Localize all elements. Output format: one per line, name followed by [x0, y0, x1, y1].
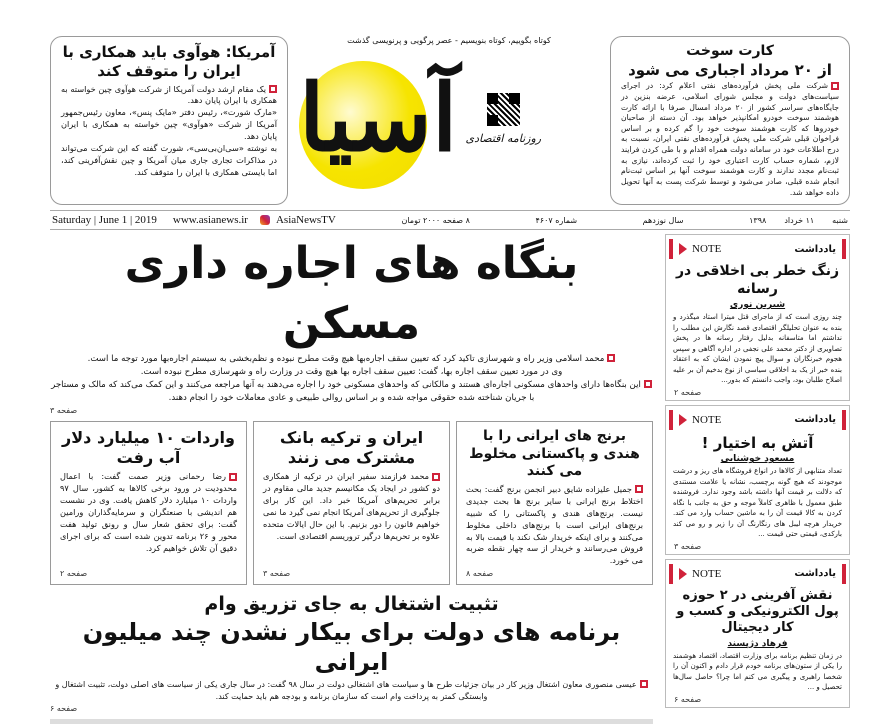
note-title: زنگ خطر بی اخلاقی در رسانه [675, 263, 840, 297]
lead-para: این بنگاه‌ها دارای واحدهای مسکونی اجاره‌ای هستند و مالکانی که واحدهای مسکونی خود را اجاره می‌دهند به آنها مراجعه می‌کنند و این کمک می‌کند که مالک و مستاجر با جریان شناخته شده حقوقی مواجه شده و بر اساس روالی طبیعی و عادی معاملات خود را انجام دهند. [51, 379, 641, 403]
note-2 [665, 405, 850, 555]
left-box-para: «مارک شورت»، رئیس دفتر «مایک پنس»، معاون رئیس‌جمهور آمریکا از شرکت «هوآوی» چین خواسته به همکاری با ایران پایان دهد. [61, 107, 277, 142]
note-page-ref: صفحه ۳ [674, 541, 702, 551]
note-label-en: NOTE [692, 567, 722, 580]
website-link[interactable]: www.asianews.ir [172, 214, 248, 227]
issue-number: شماره ۴۶۰۷ [535, 215, 578, 225]
story-imports [50, 421, 247, 585]
note-1 [665, 234, 850, 401]
main-page-ref: صفحه ۳ [50, 406, 78, 416]
left-box-para: یک مقام ارشد دولت آمریکا از شرکت هوآوی چین خواسته به همکاری با ایران پایان دهد. [61, 83, 277, 106]
footer-rule [50, 719, 653, 724]
year-label: سال نوزدهم [642, 215, 684, 225]
english-date: Saturday | June 1 | 2019 [52, 214, 157, 227]
instagram-handle[interactable]: AsiaNewsTV [275, 214, 336, 227]
note-label-fa: یادداشت [794, 568, 836, 580]
story-title: واردات ۱۰ میلیارد دلار آب رفت [62, 428, 235, 468]
bullet-icon [269, 85, 277, 93]
left-box-title: آمریکا: هوآوی باید همکاری با ایران را متوقف کند [62, 43, 276, 80]
front-page [50, 0, 850, 728]
note-author: شیرین نوری [729, 300, 786, 311]
persian-date: ۱۱ خرداد [784, 215, 815, 225]
note-text: تعداد متنابهی از کالاها در انواع فروشگاه های ریز و درشت موجودند که هیچ گونه برچسب، نشانه یا علامت مستندی که دلالت بر قیمت آنها داشته باشد وجود ندارد. فروشنده طبق معمول با ظاهری کاملاً موجه و حق به جانب با نگاه کردن به کالا قیمت آن را به ماشین حساب وارد می کند. خریدار هرچه لیبل های رنگارنگ آن را زیر و رو می کند بارکدی، قیمتی حتی قیمت ... [673, 467, 842, 539]
story-page-ref: صفحه ۲ [60, 569, 88, 579]
story-text: محمد فرازمند سفیر ایران در ترکیه از همکاری دو کشور در ایجاد یک مکانیسم جدید مالی مقاوم در برابر تحریم‌های آمریکا خبر داد. این کار برای جلوگیری از تحریم‌های آمریکا انجام نمی گیرد ما نمی خواهیم قانون را دور بزنیم. با این حال ایالات متحده علاوه بر تحریم‌ها درگیر تروریسم اقتصادی است. [263, 471, 440, 541]
note-page-ref: صفحه ۶ [674, 694, 702, 704]
story-page-ref: صفحه ۳ [263, 569, 291, 579]
weekday: شنبه [832, 215, 848, 225]
note-page-ref: صفحه ۲ [674, 387, 702, 397]
story-title: برنج های ایرانی را با هندی و پاکستانی مخلوط می کنند [469, 428, 640, 480]
story-cards [50, 421, 653, 585]
right-box-text: شرکت ملی پخش فرآورده‌های نفتی اعلام کرد: در اجرای سیاست‌های دولت و مجلس شورای اسلامی، عرضه بنزین در جایگاه‌های سراسر کشور از ۲۰ مرداد امسال صرفا با ارائه کارت هوشمند سوخت خودرو امکانپذیر خواهد بود. آن دسته از صاحبان خودروها که کارت هوشمند سوخت خود را گم کرده و بر اساس فراخوان قبلی شرکت ملی پخش فرآورده‌های نفتی ایران، نسبت به درج اطلاعات خود در سامانه دولت همراه اقدام و با طی کردن فرایند لازم، شماره حساب کارت اعتباری خود را ثبت کرده‌اند، نیازی به ثبت‌نام مجدد ندارند و کارت هوشمند سوخت آنها بر اساس ثبت‌نام انجام شده قبلی، صادر می‌شود و توسط شرکت پست به آنها تحویل داده خواهد شد. [621, 81, 839, 197]
masthead-row [50, 36, 850, 205]
bullet-icon [635, 485, 643, 493]
note-author: فرهاد دژپسند [727, 638, 788, 649]
logo-wordmark: آسیا [299, 64, 458, 173]
note-arrow-icon [679, 243, 687, 255]
bottom-headline: برنامه های دولت برای بیکار نشدن چند میلیون ایرانی [82, 617, 621, 676]
persian-year: ۱۳۹۸ [749, 215, 767, 225]
story-page-ref: صفحه ۸ [466, 569, 494, 579]
note-author: مسعود خوشنابی [720, 454, 795, 465]
main-lead [50, 353, 653, 405]
main-headline: بنگاه های اجاره داری مسکن [124, 238, 579, 349]
note-label-en: NOTE [692, 243, 722, 256]
tagline: کوتاه بگوییم، کوتاه بنویسیم - عصر پرگویی و پرنویسی گذشت [347, 36, 551, 45]
price: ۸ صفحه ۲۰۰۰ تومان [401, 215, 470, 225]
right-box-title-1: کارت سوخت [686, 43, 774, 59]
bottom-kicker: تثبیت اشتغال به جای تزریق وام [204, 593, 499, 616]
lead-para: محمد اسلامی وزیر راه و شهرسازی تاکید کرد که تعیین سقف اجاره‌بها هیچ وقت مطرح نبوده و نظم‌بخشی به سیستم اجاره‌بها مورد توجه ما است. [87, 353, 605, 364]
logo-subtitle: روزنامه اقتصادی [465, 132, 542, 145]
bottom-page-ref: صفحه ۶ [50, 704, 78, 714]
story-title: ایران و ترکیه بانک مشترک می زنند [279, 428, 424, 468]
left-news-box [50, 36, 288, 205]
note-label-fa: یادداشت [794, 243, 836, 255]
date-bar [50, 210, 850, 230]
bullet-icon [831, 82, 839, 90]
instagram-icon [260, 215, 270, 225]
lead-para: وی در مورد تعیین سقف اجاره بها، گفت: تعیین سقف اجاره بها هیچ وقت در وزارت راه و شهرسازی مطرح نبوده است. [140, 366, 563, 377]
bullet-icon [229, 473, 237, 481]
note-label-en: NOTE [692, 413, 722, 426]
masthead-center [288, 36, 610, 205]
note-label-fa: یادداشت [794, 414, 836, 426]
bullet-icon [644, 380, 652, 388]
note-text: چند روزی است که از ماجرای قتل میترا استاد میگذرد و بنده به عنوان تحلیلگر اقتصادی قصد نگارش این مطلب را نداشتم اما متاسفانه بدلیل رفتار رسانه ها در پخش تصاویری از دکتر محمد علی نجفی در اداره آگاهی و سپس هجوم خبرنگاران و سوال پیچ نمودن ایشان که به اعتقاد بنده خبر از یک بد اخلاقی سیاسی از نوع بدخیم آن بر علیه اصلاح طلبان بود، واجب دانستم که بدور... [673, 313, 842, 385]
right-box-title-2: از ۲۰ مرداد اجباری می شود [628, 60, 832, 79]
bottom-text [50, 679, 653, 702]
story-iran-turkey [253, 421, 450, 585]
qr-code [487, 93, 520, 126]
bullet-icon [640, 680, 648, 688]
bullet-icon [607, 354, 615, 362]
right-news-box [610, 36, 850, 205]
note-arrow-icon [679, 414, 687, 426]
note-title: نقش آفرینی در ۲ حوزه پول الکترونیکی و کسب و کار دیجیتال [676, 587, 839, 636]
story-rice [456, 421, 653, 585]
note-title: آتش به اختیار ! [701, 433, 814, 452]
left-box-para: به نوشته «سی‌ان‌بی‌سی»، شورت گفته که این شرکت می‌تواند در مذاکرات تجاری جاری میان آمریکا و چین نقش‌آفرینی کند، اما بایستی همکاری با ایران را متوقف کند. [61, 142, 277, 177]
bottom-text-body: عیسی منصوری معاون اشتغال وزیر کار در بیان جزئیات طرح ها و سیاست های اشتغالی دولت در سال ۹۸ گفت: در سال جاری یکی از سیاست های اصلی دولت، تثبیت اشتغال و وابستگی کمتر به پرداخت وام است که سازمان برنامه و بودجه هم باید حمایت کند. [55, 679, 637, 701]
bullet-icon [432, 473, 440, 481]
note-3 [665, 559, 850, 708]
logo [299, 49, 599, 189]
story-text: رضا رحمانی وزیر صمت گفت: با اعمال محدودیت در ورود برخی کالاها به کشور، سال ۹۷ واردات ۱۰ میلیارد دلار کاهش یافت. وی در نشست هم اندیشی با صنعتگران و سرمایه‌گذاران ورامین گفت: برای تحقق شعار سال و رونق تولید هفت محور و ۲۶ برنامه تدوین شده است که برای اجرای دقیق آن تلاش خواهیم کرد. [60, 471, 238, 553]
story-text: جمیل علیزاده شایق دبیر انجمن برنج گفت: بحث اختلاط برنج ایرانی با سایر برنج ها بحث جدیدی نیست. برنج‌های هندی و پاکستانی را که شبیه برنج‌های ایرانی است با برنج‌های داخلی مخلوط می‌کنند و برای اینکه خریدار شک نکند با قیمت بالا به فروش می‌رسانند و خریدار از سه چهار نقطه ضربه می خورد. [466, 483, 643, 566]
note-arrow-icon [679, 568, 687, 580]
note-text: در زمان تنظیم برنامه برای وزارت اقتصاد، اقتصاد هوشمند را یکی از ستون‌های برنامه خودم قرار دادم و اکنون آن را شخصا راهبری و پیگیری می کنم اما چرا؟ حاصل سال‌ها تحصیل و ... [673, 651, 842, 692]
